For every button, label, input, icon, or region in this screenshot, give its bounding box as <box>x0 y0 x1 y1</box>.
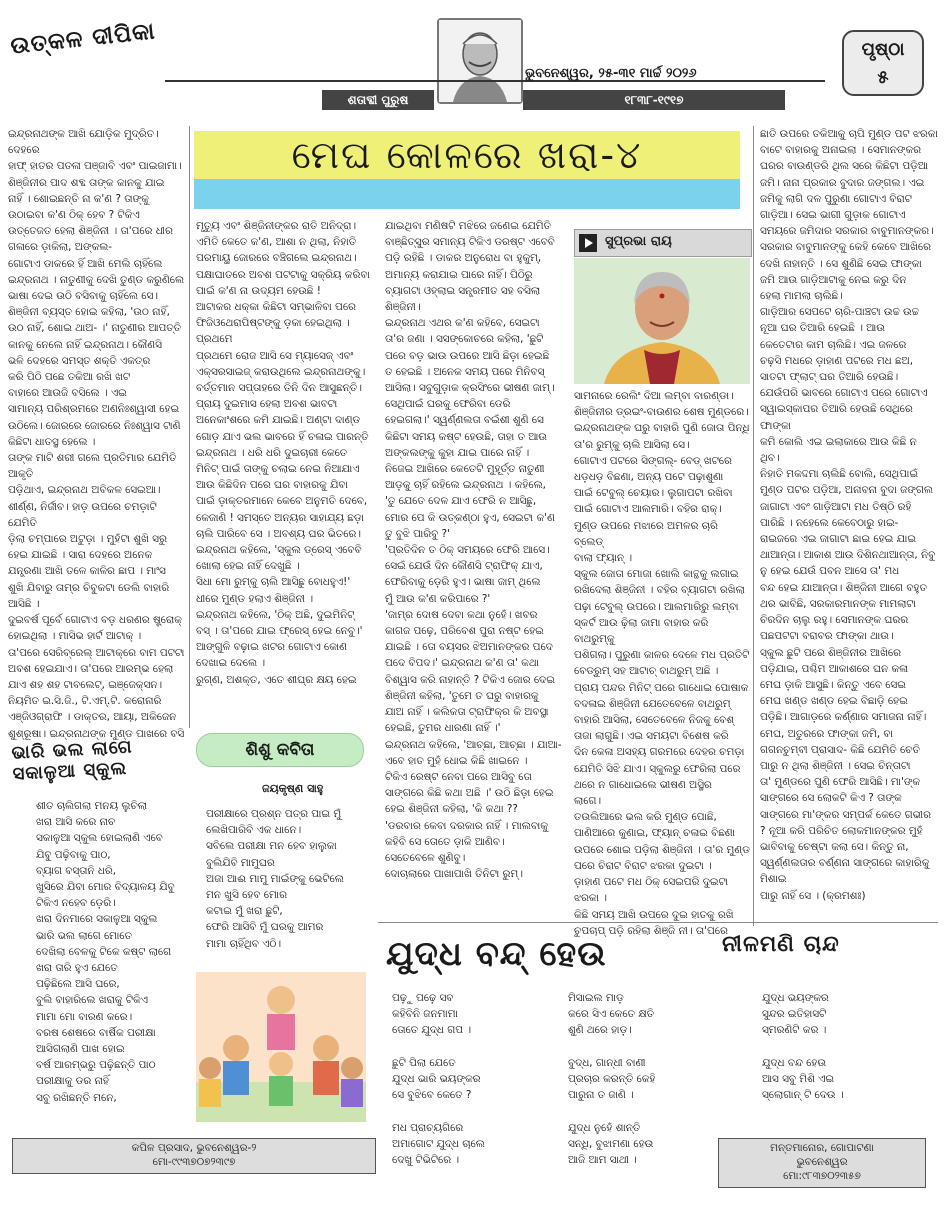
portrait-image <box>437 18 523 104</box>
story-column-1: ଇନ୍ଦ୍ରନାଥଙ୍କ ଆଖି ଯୋଡ଼ିକ ମୁଦ୍ରିତ। ଦେହରେ ହାଫ୍ ହାତର ପତଳା ପଞ୍ଜାବି ଏବଂ ପାଇଜାମା। ଶିଞ୍ଜିନୀର ପାଦ ଶବ୍ଦ ତାଙ୍କ କାନକୁ ଯାଇ ନାହିଁ । ଶୋଇଛନ୍ତି ନା କ'ଣ ? ତାଙ୍କୁ ଉଠାଇବା କ'ଣ ଠିକ୍ ହେବ ? ଟିକିଏ ଉତ୍ତେଜତ ହେଲା ଶିଞ୍ଜିନୀ । ତା'ପରେ ଧୀର ଗଳାରେ ଡ଼ାକିଲା, ଅଙ୍କଲ- ଗୋଟାଏ ଡାକରେ ହିଁ ଆଖି ମେଲି ଚାହିଁଲେ ଇନ୍ଦ୍ରନାଥ । ନାତୁଣୀକୁ ଦେଖି ତୁଣ୍ଡ କରୁଣିଲେ ଭାଷା ଦେଇ ଉଠି ବସିବାକୁ ଚାହିଁଲେ ସେ। ଶିଞ୍ଜିନୀ ବ୍ୟସ୍ତ ହୋଇ କହିଲା, 'ଉଠ ନାହିଁ, ଉଠ ନାହିଁ, ଶୋଇ ଥାଅ- ।' ନାତୁଣୀର ଆପତ୍ତି କାନକୁ ନେଲେ ନାହିଁ ଇନ୍ଦ୍ରନାଥ। କୌଣସି ଭଳି ଦେହରେ ସମସ୍ତ ଶକ୍ତି ଏକତ୍ର କରି ପିଠି ପଛେ ତକିଆ ରଖି ଖଟ ବାହାରେ ଆଉଜି ବସିଲେ । ଏଇ ସାମାନ୍ୟ ପରିଶ୍ରମରେ ଅଣନିଃଶ୍ୱାସୀ ହେଇ ଉଠିଲେ। ଜୋରରେ ଜୋରରେ ନିଃଶ୍ୱାସ ଟାଣି କିଛିଟା ଧାତସ୍ଥ ହେଲେ । ତାଙ୍କ ମାଟି ଶରୀ ଗଲେ ପ୍ରତିମାର ଯେମିତି ଆକୃତି ପଡ଼ିଥାଏ, ଇନ୍ଦ୍ରନାଥ ଅବିକଳ ସେଇଆ। ଶୀର୍ଣ୍ଣ, ନିର୍ଜୀବ। ହାଡ଼ ଉପରେ ଚମଡ଼ାଟି ଯେମିତି ଡ଼ିଲା ଚମ୍ପାରେ ଅଟୁଡ଼ା । ମୁହଁଟା ଶୁଖି ସରୁ ହେଇ ଯାଇଛି । ସାରା ଦେହରେ ଅନେକ ଯନ୍ତ୍ରଣା ଆଖି ତଳେ କାଳିର ଛାପ । ମାଂସ ଶୁଖି ଯିବାରୁ ତାମ୍ର ଚିବୁକଟା ଡେଲି ବାହାରି ଆସିଛି । ଦୁଇବର୍ଷ ପୂର୍ବେ ଗୋଟାଏ ବଡ଼ ଧରଣର ଷ୍ଟ୍ରୋକ୍ ହୋଇଥିଲା । ମାସିଭ ହାର୍ଟ ଆଟାକ୍ । ତା'ପରେ ସେରିବ୍ରେଲ୍ ଆଟାକ୍‌ରେ ବାମ ପଟଟା ଅବଶ ହେଇଯାଏ। ତା'ପରେ ଆରମ୍ଭ ହେଲା ଯାଏ ଶହ ଶହ ଟାବଲେଟ୍, ଇଞ୍ଜେକ୍ସନ। ନିୟମିତ ଇ.ସି.ଜି., ଟି.ଏମ୍.ଟି. କରୋନାରି ଏଞ୍ଜିଓଗ୍ରାଫି । ଡାକ୍ତର, ଆୟା, ଅକିଜେନ ଶୁଶ୍ରୂଷା। ଇନ୍ଦ୍ରନାଥଙ୍କ ମୁଣ୍ଡ ପାଖରେ ବସି <box>8 128 185 740</box>
column-divider <box>189 126 190 728</box>
kids-poem-label: ଶିଶୁ କବିତା <box>196 733 364 767</box>
author-photo-illustration <box>574 258 750 384</box>
play-icon <box>579 234 597 252</box>
masthead <box>8 8 158 98</box>
kids-poet-name: ଜୟକୃଷ୍ଣ ସାହୁ <box>262 782 324 795</box>
story-column-3: ଯାଇଥିବା ମଣିଷଟି ମଝିରେ ଜଣେଇ ଯେମିତି ବାଞ୍ଛିତ୍ସୁର ସମାନ୍ୟ ଟିକିଏ ଡରଷ୍ଟ ଏବେବି ପଡ଼ି ରହିଛି । ଡାକର ଅନୁରୋଧ ବା ହୁକୁମ୍, ଅମାନ୍ୟ କରାଯାଇ ପାରେ ନାହିଁ। ପିଠିରୁ ବ୍ୟାଗଟା ଓହ୍ଲାଇ ସନ୍ତ୍ରମୀତ ସହ ବସିଲା ଶିଞ୍ଜିନୀ। ଇନ୍ଦ୍ରନାଥ ଏଥର କ'ଣ କହିବେ, ସେଇଟା ତା'ର ଜଣା । ସସଙ୍କୋଚରେ କହିଲା, 'ଛୁଟି ପରେ ବଡ଼ ଭାଉ ଉପରେ ଆସି ଛିଡ଼ା ହେଇଛି ତ ହେଇଛି । ଅନେକ ସମୟ ପରେ ମିନିବସ୍ ଆସିଲା। ସବୁଗୁଡ଼ାକ କ୍ରସିଂରେ ଭୀଷଣ ଜାମ୍। ସେଥିପାଇଁ ଘରକୁ ଫେରିବା ଡେରି ହେଇଗଲା।' ସ୍ୱର୍ଣ୍ଣଲତା ବଇଁଶୀ ଶୁଣି ସେ କିଛିଟା ସମୟ କଷ୍ଟ ହେଉଛି, ତାହା ତ ଆଉ ଅଙ୍କଲଙ୍କୁ କୁହା ଯାଇ ପାରେ ନାହିଁ । ନିଜେଇ ଆଖିରେ କେତେଟି ମୁହୂର୍ତ୍ତ ନାତୁଣୀ ଆଡ଼କୁ ଚାହିଁ ରହିଲେ ଇନ୍ଦ୍ରନାଥ । କହିଲେ, 'ତୁ ଯେତେ ଦେଳ ଯାଏ ଫେରି ନ ଆସିଛୁ, ମୋର ପେ କି ଉତ୍କଣ୍ଠା ହୁଏ, ସେଇଟା କ'ଣ ତୁ ବୁଝି ପାରିବୁ ?' 'ପ୍ରତିଦିନ ତ ଠିକ୍ ସମୟରେ ଫେରି ଆସେ। ସେଇଁ ଯେଉଁ ଦିନ କୌଣସି ଟ୍ରାଫିକ୍ ଯାଏ, ଫେରିବାକୁ ଡ଼େରି ହୁଏ। ଭାଷା ଜାମ୍ ଥିଲେ ମୁଁ ଆଉ କ'ଣ କରିପାରେ ?' 'ଜାମ୍‌ର ଦୋଷ ଦେବା କଥା ନୁହେଁ। ଖବର କାଗଜ ପଢ଼େ, ପରିବେଶ ପୁରା ନଷ୍ଟ ହେଇ ଯାଇଛି । ତୋ ବୟସର ଝିଅମାନଙ୍କର ପଦେ ପଦେ ବିପଦ।' ଇନ୍ଦ୍ରନାଥ କ'ଣ ତା' କଥା ବିଶ୍ୱାସ କରି ନାହାନ୍ତି ? ଟିକିଏ ଜୋର ଦେଇ ଶିଞ୍ଜିନୀ କହିଲା, 'ତୁମେ ତ ଘରୁ ବାହାରକୁ ଯାଅ ନାହିଁ । କଲିକତା ଟ୍ରାଫିକ୍‌ର କି ଅବସ୍ଥା ହେଇଛି, ତୁମର ଧାରଣା ନାହିଁ ।' ଇନ୍ଦ୍ରନାଥ କହିଲେ, 'ଆଚ୍ଛା, ଆଚ୍ଛା । ଯାଆ- ଏବେ ହାତ ମୁହଁ ଧୋଇ କିଛି ଖାଇନେ । ଟିକିଏ ରେଷ୍ଟ ନେବା ପରେ ଆସିବୁ ତୋ ସାଙ୍ଗରେ କିଛି କଥା ଅଛି ।' ଉଠି ଛିଡ଼ା ହେଇ ହେଇ ଶିଞ୍ଜିନୀ କହିଲା, 'କି କଥା ?? 'ଡରବାର କେବା ଦରକାର ନାହିଁ । ମାଲବାକୁ କହିବି ସେ ତୋତେ ଡ଼ାକି ଆଣିବ। ସେତେବେଳେ ଶୁଣିବୁ। ଦୋଚାଲାରେ ପାଖାପାଖି ତିନିଟା ରୁମ୍। <box>385 220 562 881</box>
war-poem-column-3: ଯୁଦ୍ଧ ଭୟଙ୍କର ସୁନ୍ଦର ଇତିହାସଟି ସ୍ମରଣିଟି କର । ଯୁଦ୍ଧ ବନ୍ଦ ହେଉ ଆସ ସବୁ ମିଶି ଏଇ ସ୍ଲୋଗାନ୍ ଟି ଦେଉ । <box>762 992 844 1102</box>
portrait-sketch <box>439 20 521 102</box>
war-poem-footer: ମନ୍ତମାନୋର, ଗୋପାଟଣା ଭୁବନେଶ୍ୱର ମୋ:୯୮୩୭୦୨୩୫୭ <box>718 1138 926 1188</box>
war-poem-column-2: ମିସାଇଲ ମାଡ଼ କରେ ସିଏ କେତେ କ୍ଷତି ଶୁଣି ଥରେ ହାଡ଼। ବୁଦ୍ଧ, ଗାନ୍ଧୀ ବାଣୀ ପ୍ରଚାର କରନ୍ତି କେହି ପାରୁନା ତ ଜାଣି । ଯୁଦ୍ଧ ନୁହେଁ ଶାନ୍ତି ସନ୍ଧି, ବୁଝାମଣା ହେଉ ଆଜି ଆମ ସାଥୀ । <box>568 992 656 1167</box>
story-column-2: ମୃତ୍ୟୁ ଏବଂ ଶିଞ୍ଜିନୀଙ୍କର ରାତି ଅନିଦ୍ରା। ଏମିତି କେତେ କ'ଣ, ଆଶା ନ ଥିଲା, ନିହାତି ପରମାୟୁ ଜୋରରେ ବଞ୍ଚିଗଲେ ଇନ୍ଦ୍ରନାଥ। ପକ୍ଷାଘାତରେ ଅବଶ ପଟଟାକୁ ସକ୍ରିୟ କରିବା ପାଇଁ କ'ଣ ନା ଉଦ୍ୟମ ହେଉଛି ! ଆଟାକର ଧକ୍କା କିଛିଟା ସମ୍ଭାଳିବା ପରେ ଫିଜିଓଥେରାପିଷ୍ଟଙ୍କୁ ଡ଼କା ହେଇଥିଲା । ପ୍ରଥମେ ପ୍ରଥମେ ରୋଜ ଆସି ସେ ମ୍ୟାସେଜ୍ ଏବଂ ଏକ୍ସରସାଇଜ୍ କରାଉଥିଲେ ଇନ୍ଦ୍ରନାଥଙ୍କୁ। ବର୍ତ୍ତମାନ ସପ୍ତାହରେ ତିନି ଦିନ ଆସୁଛନ୍ତି। ପ୍ରାୟ ଦୁଇମାସ ହେଲା ଅବଶ ଭାବଟା ଅନେକାଂଶରେ କମି ଯାଇଛି। ଅଣ୍ଟା ଦାଣ୍ଡ ଗୋଡ଼ ଯାଏ ଭଲ ଭାବରେ ହିଁ ଚଳାଇ ପାରନ୍ତି ଇନ୍ଦ୍ରନାଥ । ଧରି ଧରି ଦୁଇଚାରୀ କେତେ ମିନିଟ୍ ପାଇଁ ତାଙ୍କୁ ଚଲାଇ ନେଇ ନିଆଯାଏ ଆଉ କିଛିଦିନ ପରେ ଘର ବାହାରକୁ ଯିବା ପାଇଁ ଡ଼ାକ୍ତରମାନେ କେବେ ଅନୁମତି ଦେବେ, କେଜାଣି ! ସମସ୍ତେ ଅନ୍ୟର ସାହାଯ୍ୟ ଛଡ଼ା ଚାଲି ପାରିବେ ସେ । ଅବଶ୍ୟ ଘର ଭିତରେ। ଇନ୍ଦ୍ରନାଥ କହିଲେ, 'ସ୍କୁଲ ଡ୍ରେସ୍ ଏବେବି ଖୋଲା ହେଇ ନାହିଁ ଦେଖୁଛି । ସିଧା ମୋ ରୁମ୍‌କୁ ଚାଲି ଆସିଛୁ ବୋଧହୁଏ!' ଧୀରେ ମୁଣ୍ଡ ହଲାଏ ଶିଞ୍ଜିନୀ । ଇନ୍ଦ୍ରନାଥ କହିଲେ, 'ଠିକ୍ ଅଛି, ଦୁଇମିନିଟ୍ ବସ୍ । ତା'ପରେ ଯାଇ ଫ୍ରେସ୍ ହେଇ ନେବୁ।' ଆଙ୍ଗୁଳି ବଢ଼ାଇ ଖଟର ଗୋଟାଏ କୋଣ ଦେଖାଇ ଦେଲେ । ରୁଗ୍ଣ, ଅଶକ୍ତ, ଏତେ ଶୀଘ୍ର କ୍ଷୟ ହେଇ <box>196 220 370 686</box>
kids-illustration <box>196 972 366 1122</box>
story-column-4: ସାମନାରେ ରେଲିଂ ଦିଆ ଲମ୍ବା ବାରଣ୍ଡା। ଶିଞ୍ଜିନୀର ଡ୍ରଇଂ-ବାଉଣର ଶେଷ ମୁଣ୍ଡରେ। ଇନ୍ଦ୍ରନାଥଙ୍କ ଘରୁ ବାହାରି ପୁଣି ଜୋତା ପିନ୍ଧି ତା'ର ରୁମ୍‌କୁ ଚାଲି ଆସିଲା ସେ। ଗୋଟାଏ ପଟରେ ସିଙ୍ଗଲ୍- ବେଡ୍ ଖଟରେ ଧଡ଼ଧଡ଼ ବିଛଣା, ଅନ୍ୟ ପଟେ ପଢ଼ାଶୁଣା ପାଇଁ ଟେବୁଲ୍ ଚେୟାର। ଲୁଗାପଟା ରଖିବା ପାଇଁ ଗୋଟାଏ ଆଲମାରି। ବହିର ରାକ୍। ମୁଣ୍ଡ ଉପରେ ମଝାରେ ଅମଳର ଚାରି ବ୍ଲେଡ୍ ବାଲା ଫ୍ୟାନ୍ । ସ୍କୁଲ ଜୋତା ମୋଜା ଖୋଲି କାନ୍ଥକୁ ଲଗାଇ ରଖିଦେଲା ଶିଞ୍ଜିନୀ । ବହିର ବ୍ୟାଗଟା ରଖିଲା ପଢ଼ା ଟେବୁଲ୍ ଉପରେ। ଆଲମାରିରୁ ଲମ୍ବା ସ୍କର୍ଟ ଆଉ ଢ଼ିଲା ଜାମା ବାହାର କରି ବାଥରୁମ୍‌କୁ ପଶିଗଲା। ପୁରୁଣା କାଳର ଦେଳେ ମଧ ପ୍ରତିଟି ବେଡ୍‌ରୁମ୍ ସହ ଆଟାଚ୍ ବାଥରୁମ୍ ଅଛି । ପ୍ରାୟ ପନ୍ଦର ମିନିଟ୍ ପରେ ଗାଧୋଇ ପୋଷାକ ବଦଳାଇ ଶିଞ୍ଜିନୀ ଯେତେବେଳେ ବାଥରୁମ୍ ବାହାରି ଆସିଲା, ସେତେବେଳେ ନିଜକୁ ବେଶ୍ ତାଜା ଲାଗୁଛି। ଏଇ ସମୟଟା ବିଶେଷ କରି ଦିନ କେଳା ଅସହ୍ୟ ଗରମରେ ଦେହର ଚମଡ଼ା ଯେମିତି ସିଝି ଯାଏ। ସ୍କୁଲରୁ ଫେରିଲା ପରେ ଥରେ ନ ଗାଧୋଇଲେ ଭୀଷଣ ଅସ୍ଥିର ଲାଗେ। ତଉଲିଆରେ ଭଲ କରି ମୁଣ୍ଡ ପୋଛି, ପାଣିଆରେ କୁଣାଇ, ଫ୍ୟାନ୍ ଚଳାଇ ବିଛଣା ଉପରେ ଶୋଇ ପଡ଼ିଲା ଶିଞ୍ଜିନୀ । ତା'ର ମୁଣ୍ଡ ପରେ ଚିରାଟ ବିରାଟ ଝରକା ଦୁଇଟା । ଡ଼ାହାଣ ପଟେ ମଧ ଠିକ୍ ସେଇପରି ଦୁଇଟା ଝରକା । କିଛି ସମୟ ଆଖି ଉପରେ ଦୁଇ ହାତକୁ ରଖି ଚୁପଚାପ୍ ପଡ଼ି ରହିଲା ଶିଞ୍ଜି ନୀ। ତା'ପରେ <box>574 390 750 937</box>
author-name: ସୁପ୍ରଭା ରାୟ <box>605 234 672 249</box>
school-poem-text-left: ଶୀତ ଚାଲିଗଲା ମନୟ ଲୁଚିଲା ଖରା ଆସି କରେ ନାଚ ସକାଳୁଆ ସ୍କୁଲ ହୋଇଲାଣି ଏବେ ଯିବୁ ପଢ଼ିବାକୁ ପାଠ, ବ୍ୟାଗ ବସ୍ତାନି ଧରି, ଖୁସିରେ ଯିବା ମୋର ବିଦ୍ୟାଳୟ ଯିବୁ ଟିକିଏ ନହେବ ଡ଼େରି। ଖରା ଦିନମାରେ ସକାଳୁଆ ସ୍କୁଲ ଭାରି ଭଲ ଲାଗେ ମୋତେ ଦେଖିଲା ବେଳକୁ ଟିକେ କଷ୍ଟ ଲାଗେ ଖରା ତାରି ହୁଏ ଯେତେ ପଢ଼ିଛିଲେ ଆସି ଘରେ, ବୁଲି ବାହାରିଲେ ଖରାକୁ ଟିକିଏ ମାମା ମୋ ବାରଣ କରେ। ବରଷ ଶେଷରେ ବାର୍ଷିକ ପରୀକ୍ଷା ଆସିଗଲାଣି ପାଖ ହୋଇ ବର୍ଷ ଆରମ୍ଭରୁ ପଢ଼ିଛନ୍ତି ପାଠ ପରୀକ୍ଷାକୁ ଡର ନାହିଁ ସବୁ ରଖିଛନ୍ତି ମନେ, <box>36 800 175 1104</box>
author-photo <box>574 258 750 384</box>
header-rule <box>165 80 825 82</box>
war-poem-title: ଯୁଦ୍ଧ ବନ୍ଦ୍ ହେଉ <box>386 934 607 974</box>
story-title: ମେଘ କୋଳରେ ଖରା-୪ <box>291 133 643 177</box>
band-right: ୧୮୩୮-୧୯୧୭ <box>523 90 785 110</box>
page-label: ପୃଷ୍ଠା <box>861 39 905 60</box>
school-poem-text-right: ପରୀକ୍ଷାରେ ପ୍ରଶ୍ନ ପତ୍ର ପାଇ ମୁଁ ଲେଖିପାରିବି ଏକ ଧାନେ। ସବିଲେ ପରୀକ୍ଷା ମନ ହେବ ହାଲୁକା ବୁଲିଯିବି ମାମୁଘର ଅଜା ଆଈ ମାମୁ ମାଇଁଙ୍କୁ ଭେଟିଲେ ମନ ଖୁସି ହେବ ମୋର କଟାଇ ମୁଁ ଖରା ଛୁଟି, ଫେରି ଆସିବି ମୁଁ ଘରକୁ ଆମର ମାମା ଚାହିଁଥିବ ଏଠି। <box>206 808 344 950</box>
story-column-5: ଛାତି ଉପରେ ତକିଆକୁ ଚାପି ମୁଣ୍ଡ ପଟ ଝରକା ବାଟେ ବାହାରକୁ ଅନାଇଲା । ସେମାନଙ୍କର ଘରର ବାଉଣ୍ଡରି ଥିଲ ସରେ କିଛିଟା ପଡ଼ିଆ ଜମି। ନାନା ପ୍ରକାର ବୁଦାର ଜଙ୍ଗଲ। ଏଇ ଜମିକୁ ଲାଗି ଦଳ ପୁରୁଣା ଗୋଟାଏ ବିରାଟ ଗାଡ଼ିଆ। ସେଇ ଭାଗୀ ଗୁଡ଼ାକ ଗୋଟାଏ ସମୟରେ ଜମିଦାର ସରକାର ବାବୁମାନଙ୍କର। ସରକାର ବାବୁମାନଙ୍କୁ କେହି କେବେ ଆଖିରେ ଦେଖି ନାହାନ୍ତି । ସେ ଶୁଣିଛି ସେଇ ଫାଙ୍କା ଜମି ଆଉ ଗାଡ଼ିଆଟାକୁ ନେଇ କରୁ ଦିନ ହେଲା ମାମଲା ଚାଲିଛି। ଗାଡ଼ିଆର ସେପଟେ ଚାରି-ପାଞ୍ଚଟା ଉଚ୍ଚ ଉଚ୍ଚ ନୂଆ ଘର ତିଆରି ହେଇଛି । ଆଉ କେତେଟାର କାମ ଚାଲିଛି। ଏଇ ଜଳରେ ଚଢ଼ସି ମଧରେ ଡ଼ାହାଣ ପଟରେ ମଧ ଛଅ, ସାତଟା ଫ୍ଲାଟ୍ ଘର ତିଆରି ହେଉଛି। ଯେଉଁପରି ଭାବରେ ଗୋଟାଏ ପରେ ଗୋଟାଏ ସ୍ୱାଇସ୍କାପର ତିଆରି ହେଉଛି ସେଥିରେ ଫାଙ୍କା କମି କୋଲି ଏଇ ଇଲାକାରେ ଆଉ କିଛି ନ ଥିବ। ନିହାତି ମକଦ୍ଦମା ଚାଲିଛି ବୋଲି, ସେଥିପାଇଁ ମୁଣ୍ଡ ପଟର ପଡ଼ିଆ, ଅନାବନା ବୁଦା ଜଙ୍ଗଲ ଜାଗାଟା ଏବଂ ଗାଡ଼ିଆଟା ମଧ ତିଷ୍ଠି ରହି ପାରିଛି । ନହେଲେ କେବେଠାରୁ ହାଇ- ରାଇଜରେ ଏଇ ଜାଗାଟା ଛାଇ ହେଇ ଯାଇ ଥାଆନ୍ତା। ଆକାଶ ଆଉ ଦିଶିନଥାଆନ୍ତା, ନିବୁ ନୁ ହେଇ ଯେଉଁ ପବନ ଆସେ ତା' ମଧ ବନ୍ଦ ହେଇ ଯାଆନ୍ତା। ଶିଞ୍ଜିନୀ ଆଗେ ବହୁତ ଥର ଭାବିଛି, ସରକାରମାନଙ୍କ ମାମଲାଟା ଚିରଦିନ ଚାଲୁ ରହୁ। ସେମାନଙ୍କ ଘରର ପଛପଟଟା ବରାବର ଫାଙ୍କା ଥାଉ। ସ୍କୁଲ ଛୁଟି ପରେ ଶିଞ୍ଜିନୀର ଆଖିରେ ପଡ଼ିଯାଇ, ପଶ୍ଚିମ ଆକାଶରେ ଘନ କଳା ମେଘ ଡ଼ାକି ଆସୁଛି। କିନ୍ତୁ ଏବେ ସେଇ ମେଘ ଖଣ୍ଡ ଖଣ୍ଡ ହେଇ ବିଛାଡ଼ି ହେଇ ପଡ଼ିଛି। ଆଗାଡ଼ରେ କର୍ଣ୍ଣାର ସମାଜନା ନାହିଁ। ମେଘ, ଅତୁରରେ ଫାଙ୍କା ଜମି, ବା ଗଗନଚୁମ୍ବୀ ପ୍ରାସାଦ- କିଛି ଯେମିତି ଚେତି ପାରୁ ନ ଥିଲା ଶିଞ୍ଜିନୀ । ସେଇ ଚିନ୍ତାଟା ତା' ମୁଣ୍ଡରେ ପୁଣି ଫେରି ଆସିଛି। ମା'ଙ୍କ ସାଙ୍ଗରେ ସେ ଲୋକଟି କିଏ ? ତାଙ୍କ ସାଙ୍ଗରେ ମା'ଙ୍କର ସମ୍ପର୍କ କେତେ ଗଭୀର ? ନୂଆ କରି ପରିଚିତ ଲୋକମାନଙ୍କର ମୁହଁ ଭାବିବାକୁ ଚେଷ୍ଟା କଲା ସେ। କିନ୍ତୁ ନା, ସ୍ୱର୍ଣ୍ଣଲତାର ବର୍ଣ୍ଣନା ସାଙ୍ଗରେ କାହାରିକୁ ମିଶାଇ ପାରୁ ନାହିଁ ସେ । (କ୍ରମଶଃ) <box>760 128 938 902</box>
page-number: ୫ <box>877 67 889 88</box>
masthead-title: ଉତ୍କଳ ଦୀପିକା <box>9 18 157 60</box>
page-number-badge <box>842 30 924 96</box>
issue-date: ଭୁବନେଶ୍ୱର, ୨୫-୩୧ ମାର୍ଚ୍ଚ ୨୦୨୬ <box>525 66 697 81</box>
war-poet-name: ନୀଳମଣି ଚାନ୍ଦ <box>722 932 840 957</box>
column-divider <box>753 126 754 926</box>
author-tag <box>574 229 752 257</box>
school-poem-title: ଭାରି ଭଲ ଲାଗେ ସକାଳୁଆ ସ୍କୁଲ <box>11 736 134 785</box>
kids-illustration-graphic <box>196 972 366 1122</box>
war-poem-column-1: ପଢ଼ୁ ପଢ଼େ ସବ କହିବିନି ଜନମାମା ତୋତେ ଯୁଦ୍ଧ ଗପ । ଛୁଟି ପିଲା ଯେତେ ଯୁଦ୍ଧ ଭାରି ଭୟଙ୍କର ସେ ବୁଝିବେ କେତେ ? ମଧ ପ୍ରାଚ୍ୟଗିରେ ଅମାଗୋଟ ଯୁଦ୍ଧ ଚାଲେ ଦେଖୁ ଟିଭିଟିରେ । <box>392 992 485 1167</box>
school-poem-footer: କପିଳ ପ୍ରସାଦ, ଭୁବନେଶ୍ୱର-୨ ମୋ-୯୯୩୭୦୭୨୩୯୭ <box>12 1138 376 1174</box>
band-left: ଶତାବ୍ଦୀ ପୁରୁଷ <box>322 90 434 110</box>
title-banner-bottom <box>194 179 740 209</box>
